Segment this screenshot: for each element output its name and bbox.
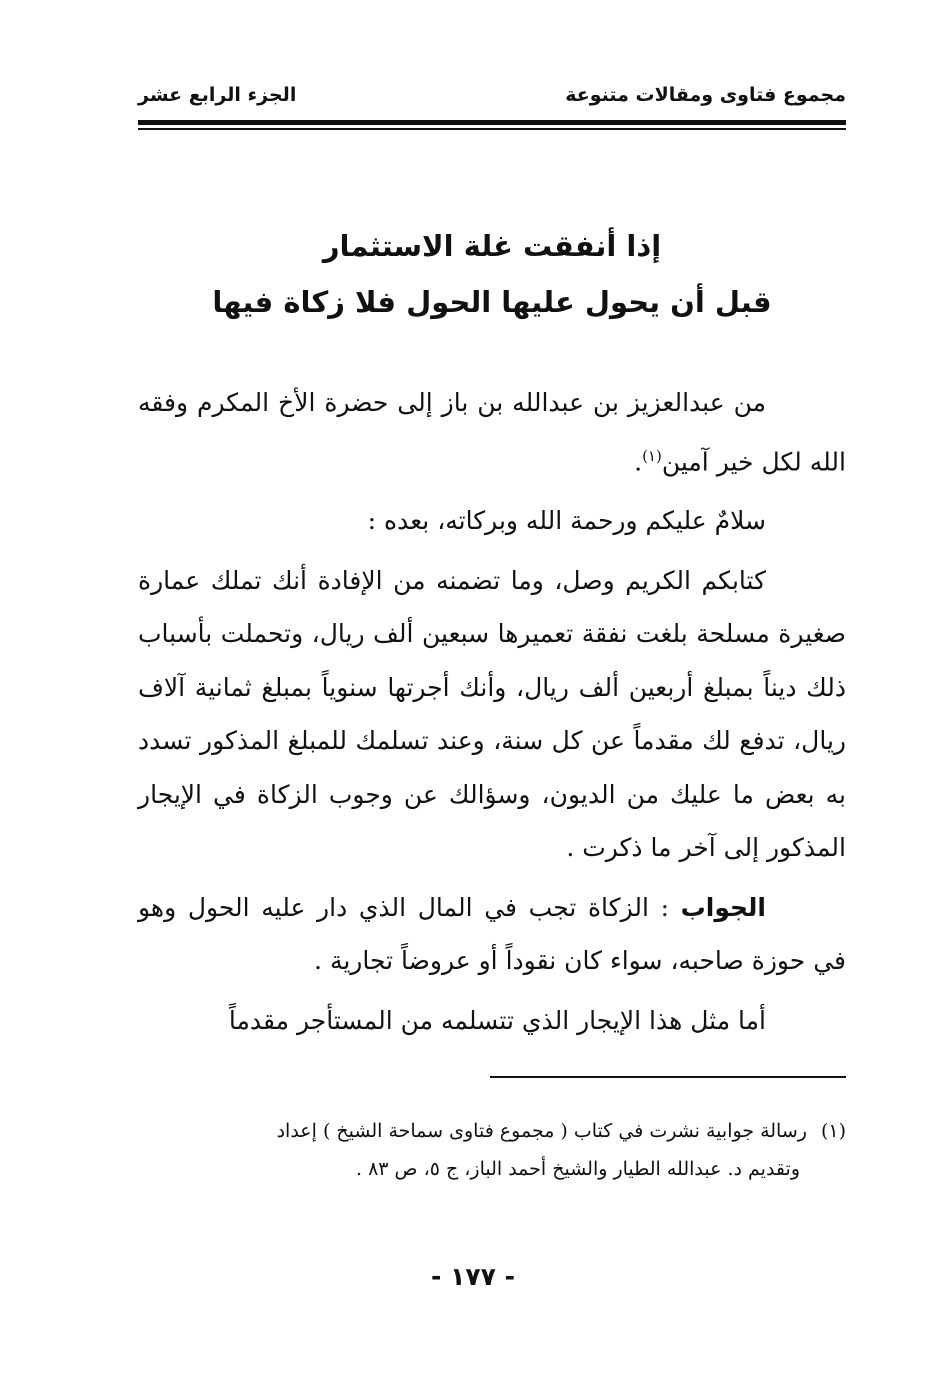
header-rule-thick (138, 120, 846, 125)
paragraph-greeting: سلامٌ عليكم ورحمة الله وبركاته، بعده : (367, 506, 766, 536)
header-volume: الجزء الرابع عشر (138, 84, 297, 106)
article-title (138, 218, 846, 330)
page-number: - ١٧٧ - (431, 1262, 515, 1291)
salutation-text: من عبدالعزيز بن عبدالله بن باز إلى حضرة الأخ المكرم وفقه الله لكل خير آمين (138, 388, 846, 476)
footnote-line-1 (138, 1112, 846, 1150)
footnote-text-1: رسالة جوابية نشرت في كتاب ( مجموع فتاوى سماحة الشيخ ) إعداد (276, 1120, 807, 1142)
footnote-ref: (١) (642, 446, 662, 465)
title-line-2: قبل أن يحول عليها الحول فلا زكاة فيها (212, 285, 772, 319)
footnote (138, 1112, 846, 1188)
answer-text: : الزكاة تجب في المال الذي دار عليه الحول وهو في حوزة صاحبه، سواء كان نقوداً أو عروضاً تجارية . (138, 892, 846, 976)
title-line-1: إذا أنفقت غلة الاستثمار (322, 229, 662, 263)
paragraph-salutation (138, 376, 846, 488)
header-rule-thin (138, 128, 846, 130)
paragraph-answer (138, 881, 846, 988)
header-book-title: مجموع فتاوى ومقالات متنوعة (565, 84, 846, 106)
answer-label: الجواب (680, 892, 766, 922)
article-body (138, 376, 846, 1047)
footnote-line-2: وتقديم د. عبدالله الطيار والشيخ أحمد الباز، ج ٥، ص ٨٣ . (356, 1158, 800, 1180)
paragraph-continuation: أما مثل هذا الإيجار الذي تتسلمه من المستأجر مقدماً (228, 1005, 766, 1035)
salutation-end: . (634, 446, 643, 476)
paragraph-question: كتابكم الكريم وصل، وما تضمنه من الإفادة أنك تملك عمارة صغيرة مسلحة بلغت نفقة تعميرها سبعين ألف ريال، وتحملت بأسباب ذلك ديناً بمبلغ أربعين ألف ريال، وأنك أجرتها سنوياً بمبلغ ثمانية آلاف ريال، تدفع لك مقدماً عن كل سنة، وعند تسلمك للمبلغ المذكور تسدد به بعض ما عليك من الديون، وسؤالك عن وجوب الزكاة في الإيجار المذكور إلى آخر ما ذكرت . (138, 565, 846, 863)
running-header (138, 84, 846, 124)
footnote-number: (١) (820, 1120, 846, 1142)
footnote-rule (490, 1076, 846, 1078)
